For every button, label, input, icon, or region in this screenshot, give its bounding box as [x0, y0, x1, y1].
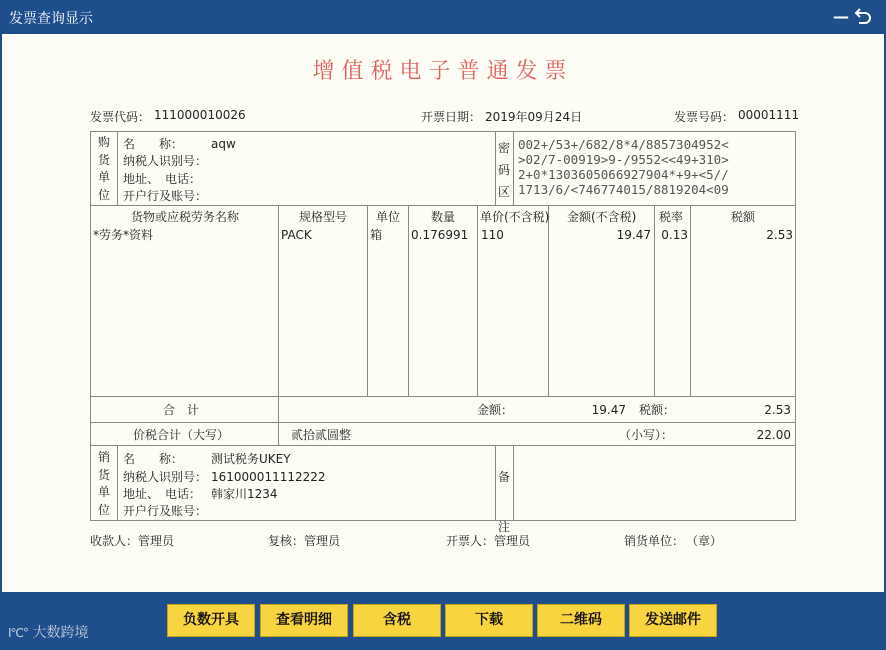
seller-tax-id-label: 纳税人识别号： — [123, 470, 208, 484]
seller-address-label: 地址、 电话： — [123, 487, 202, 501]
seller-seal: （章） — [686, 534, 723, 548]
col-header-spec: 规格型号 — [299, 210, 348, 224]
seller-seal-label: 销货单位： — [624, 534, 685, 548]
tax-inclusive-button[interactable]: 含税 — [353, 604, 441, 637]
invoice-number: 00001111 — [738, 108, 800, 122]
view-details-button[interactable]: 查看明细 — [260, 604, 348, 637]
divider — [513, 132, 514, 205]
reviewer: 管理员 — [304, 534, 341, 548]
remark-section-label: 备 注 — [497, 470, 510, 534]
col-header-rate: 税率 — [659, 210, 684, 224]
item-amount: 19.47 — [616, 228, 651, 242]
negative-invoice-button[interactable]: 负数开具 — [167, 604, 255, 637]
buyer-section-label: 购 货 单 位 — [97, 135, 110, 202]
item-rate: 0.13 — [661, 228, 688, 242]
col-header-qty: 数量 — [431, 210, 456, 224]
total-label: 合 计 — [163, 403, 200, 417]
invoice-number-label: 发票号码： — [674, 110, 735, 124]
total-tax-label: 税额： — [639, 403, 676, 417]
item-tax: 2.53 — [766, 228, 793, 242]
divider — [91, 445, 795, 446]
divider — [367, 205, 368, 396]
back-arrow-icon[interactable] — [853, 6, 873, 30]
grand-total-label: 价税合计（大写） — [133, 428, 230, 442]
invoice-date: 2019年09月24日 — [485, 110, 583, 124]
payee-label: 收款人： — [90, 534, 139, 548]
divider — [91, 422, 795, 423]
divider — [690, 205, 691, 396]
col-header-price: 单价(不含税) — [480, 210, 550, 224]
buyer-bank-label: 开户行及账号： — [123, 189, 208, 203]
window-title: 发票查询显示 — [9, 11, 93, 27]
buyer-address-label: 地址、 电话： — [123, 172, 202, 186]
title-bar — [0, 0, 886, 34]
divider — [408, 205, 409, 396]
buyer-name: aqw — [211, 137, 236, 151]
payee: 管理员 — [138, 534, 175, 548]
invoice-code-label: 发票代码： — [90, 110, 151, 124]
divider — [495, 445, 496, 520]
total-amount: 19.47 — [591, 403, 626, 417]
buyer-tax-id-label: 纳税人识别号： — [123, 154, 208, 168]
reviewer-label: 复核： — [268, 534, 305, 548]
download-button[interactable]: 下载 — [445, 604, 533, 637]
seller-name-label: 名 称： — [123, 452, 184, 466]
invoice-date-label: 开票日期： — [421, 110, 482, 124]
item-unit: 箱 — [370, 228, 383, 242]
minimize-icon[interactable]: — — [833, 7, 849, 26]
col-header-unit: 单位 — [376, 210, 401, 224]
send-email-button[interactable]: 发送邮件 — [629, 604, 717, 637]
divider — [654, 205, 655, 396]
seller-bank-label: 开户行及账号： — [123, 504, 208, 518]
footer-bar — [0, 592, 886, 650]
grand-total-words: 贰拾贰圆整 — [291, 428, 352, 442]
invoice-title: 增值税电子普通发票 — [312, 59, 574, 84]
col-header-name: 货物或应税劳务名称 — [131, 210, 240, 224]
grand-total-small-label: （小写）： — [619, 428, 674, 442]
watermark-logo: Ⅰ℃° 大数跨境 — [8, 625, 89, 641]
invoice-table — [90, 131, 796, 534]
divider — [91, 396, 795, 397]
item-name: *劳务*资料 — [93, 228, 154, 242]
col-header-amount: 金额(不含税) — [567, 210, 637, 224]
seller-tax-id: 161000011112222 — [211, 470, 326, 484]
divider — [548, 205, 549, 396]
invoice-panel — [2, 34, 884, 592]
total-tax: 2.53 — [764, 403, 791, 417]
qr-code-button[interactable]: 二维码 — [537, 604, 625, 637]
cipher-section-label: 密 码 区 — [497, 141, 510, 199]
divider — [477, 205, 478, 396]
item-spec: PACK — [281, 228, 312, 242]
logo-icon: Ⅰ℃° — [8, 626, 29, 640]
divider — [495, 132, 496, 205]
seller-address: 韩家川1234 — [211, 487, 278, 501]
drawer-label: 开票人： — [446, 534, 495, 548]
invoice-code: 111000010026 — [154, 108, 246, 122]
item-qty: 0.176991 — [411, 228, 469, 242]
seller-section-label: 销 货 单 位 — [97, 450, 110, 517]
drawer: 管理员 — [494, 534, 531, 548]
total-amount-label: 金额： — [477, 403, 514, 417]
buyer-name-label: 名 称： — [123, 137, 184, 151]
col-header-tax: 税额 — [731, 210, 756, 224]
divider — [278, 205, 279, 445]
cipher-text: 002+/53+/682/8*4/8857304952< >02/7-00919>9-/9552<<49+310> 2+0*1303605066927904*+9+<5// 1713/6/<746774015/8819204<09 — [518, 137, 729, 197]
divider — [117, 132, 118, 205]
item-price: 110 — [481, 228, 504, 242]
divider — [513, 445, 514, 520]
grand-total: 22.00 — [756, 428, 791, 442]
divider — [117, 445, 118, 520]
seller-name: 测试税务UKEY — [211, 452, 291, 466]
